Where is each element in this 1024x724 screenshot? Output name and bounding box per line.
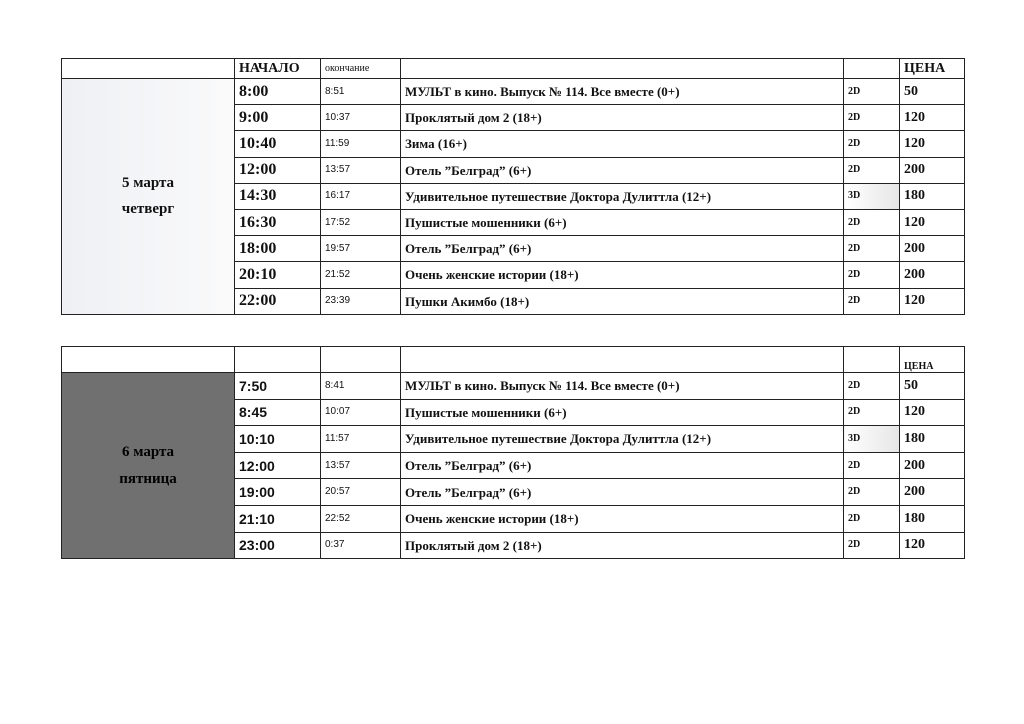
session-title: Отель ”Белград” (6+) [401,479,844,506]
schedule-table-friday [61,346,965,559]
table-row [62,373,965,400]
session-start: 12:00 [235,452,321,479]
session-title: Отель ”Белград” (6+) [401,236,844,262]
session-price: 50 [900,79,965,105]
session-price: 120 [900,288,965,314]
session-title: Очень женские истории (18+) [401,262,844,288]
header-title-cell [401,59,844,79]
table-row [62,79,965,105]
session-price: 200 [900,236,965,262]
session-price: 180 [900,183,965,209]
session-price: 200 [900,479,965,506]
session-price: 50 [900,373,965,400]
session-start: 21:10 [235,505,321,532]
session-start: 22:00 [235,288,321,314]
session-end: 23:39 [321,288,401,314]
session-title: Пушки Акимбо (18+) [401,288,844,314]
session-format: 2D [844,399,900,426]
session-end: 21:52 [321,262,401,288]
session-start: 18:00 [235,236,321,262]
header-row [62,59,965,79]
session-end: 17:52 [321,209,401,235]
session-start: 8:00 [235,79,321,105]
session-price: 200 [900,452,965,479]
header-price: ЦЕНА [900,59,965,79]
session-title: Пушистые мошенники (6+) [401,209,844,235]
session-format: 2D [844,236,900,262]
day-date: 6 марта [121,444,175,461]
session-end: 19:57 [321,236,401,262]
session-end: 11:57 [321,426,401,453]
session-end: 16:17 [321,183,401,209]
header-end: окончание [321,59,401,79]
session-format: 2D [844,373,900,400]
day-weekday: пятница [119,470,177,487]
session-format: 2D [844,209,900,235]
session-title: Удивительное путешествие Доктора Дулиттла (12+) [401,183,844,209]
session-start: 9:00 [235,105,321,131]
session-start: 10:10 [235,426,321,453]
session-format: 3D [844,183,900,209]
session-title: Зима (16+) [401,131,844,157]
session-format: 2D [844,131,900,157]
session-format: 2D [844,505,900,532]
session-price: 120 [900,209,965,235]
day-cell [62,79,235,315]
session-title: Очень женские истории (18+) [401,505,844,532]
session-start: 16:30 [235,209,321,235]
session-format: 2D [844,288,900,314]
day-weekday: четверг [121,201,175,218]
session-end: 0:37 [321,532,401,559]
session-price: 200 [900,157,965,183]
session-end: 8:51 [321,79,401,105]
session-start: 20:10 [235,262,321,288]
header-start-cell [235,347,321,373]
session-price: 200 [900,262,965,288]
session-end: 13:57 [321,452,401,479]
session-title: Удивительное путешествие Доктора Дулиттла (12+) [401,426,844,453]
header-day-cell [62,59,235,79]
header-price: ЦЕНА [900,347,965,373]
session-start: 19:00 [235,479,321,506]
session-end: 13:57 [321,157,401,183]
session-title: МУЛЬТ в кино. Выпуск № 114. Все вместе (0+) [401,79,844,105]
schedule-table-thursday [61,58,965,315]
session-title: МУЛЬТ в кино. Выпуск № 114. Все вместе (0+) [401,373,844,400]
session-end: 10:37 [321,105,401,131]
session-title: Пушистые мошенники (6+) [401,399,844,426]
header-format-cell [844,59,900,79]
session-format: 2D [844,105,900,131]
session-format: 3D [844,426,900,453]
header-format-cell [844,347,900,373]
session-format: 2D [844,532,900,559]
session-end: 10:07 [321,399,401,426]
header-day-cell [62,347,235,373]
session-price: 180 [900,505,965,532]
session-format: 2D [844,452,900,479]
session-format: 2D [844,479,900,506]
day-cell [62,373,235,559]
header-title-cell [401,347,844,373]
session-start: 23:00 [235,532,321,559]
session-start: 12:00 [235,157,321,183]
session-end: 22:52 [321,505,401,532]
session-title: Проклятый дом 2 (18+) [401,532,844,559]
session-end: 8:41 [321,373,401,400]
day-date: 5 марта [121,175,175,192]
session-title: Отель ”Белград” (6+) [401,157,844,183]
session-price: 120 [900,532,965,559]
header-start: НАЧАЛО [235,59,321,79]
session-start: 14:30 [235,183,321,209]
session-start: 10:40 [235,131,321,157]
session-title: Проклятый дом 2 (18+) [401,105,844,131]
header-row [62,347,965,373]
header-end-cell [321,347,401,373]
session-end: 20:57 [321,479,401,506]
session-format: 2D [844,262,900,288]
session-price: 120 [900,105,965,131]
session-format: 2D [844,79,900,105]
session-title: Отель ”Белград” (6+) [401,452,844,479]
session-price: 180 [900,426,965,453]
session-start: 8:45 [235,399,321,426]
session-price: 120 [900,399,965,426]
session-price: 120 [900,131,965,157]
session-end: 11:59 [321,131,401,157]
session-start: 7:50 [235,373,321,400]
session-format: 2D [844,157,900,183]
